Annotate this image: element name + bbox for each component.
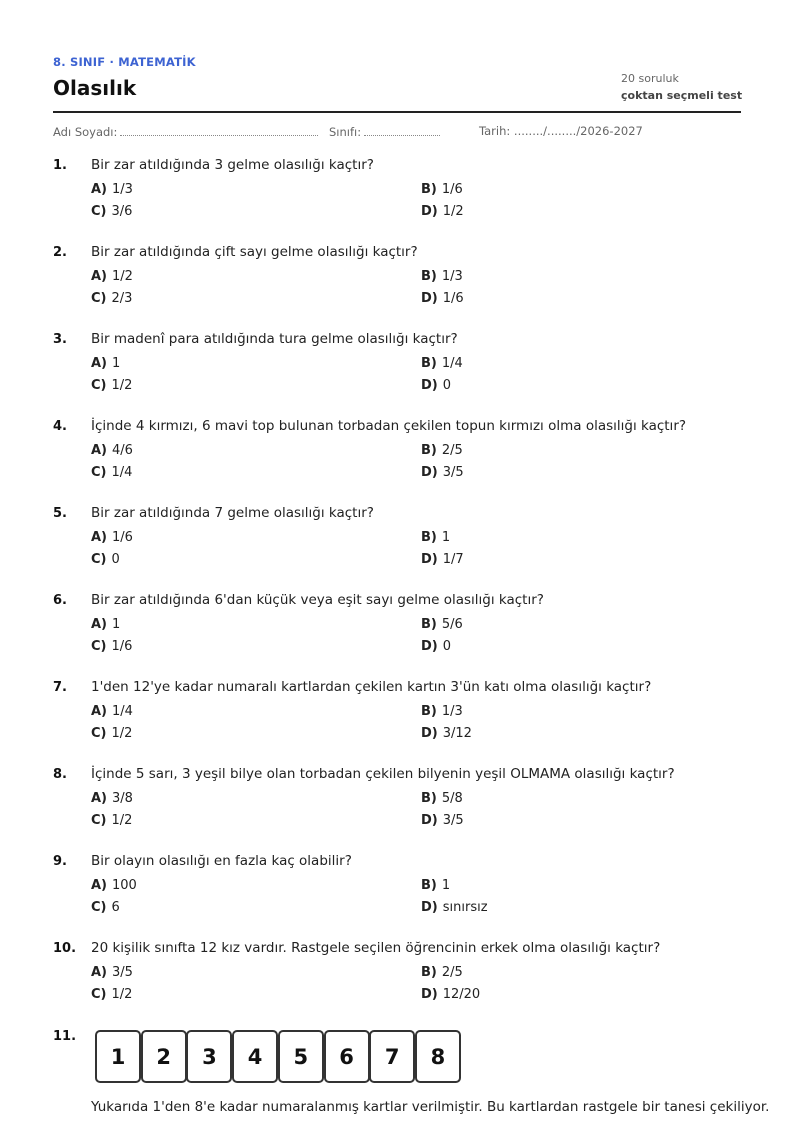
option-c[interactable]	[91, 378, 132, 393]
option-value: 1/6	[112, 530, 133, 545]
option-letter: C)	[91, 378, 107, 393]
option-value: 6	[111, 900, 120, 915]
option-value: 5/6	[441, 617, 463, 632]
option-d[interactable]	[421, 204, 464, 219]
option-letter: A)	[91, 791, 108, 806]
option-value: 3/5	[442, 813, 464, 828]
option-letter: C)	[91, 552, 107, 567]
option-value: 2/5	[441, 443, 463, 458]
option-a[interactable]	[91, 530, 133, 545]
option-letter: A)	[91, 704, 108, 719]
option-b[interactable]	[421, 356, 463, 371]
option-value: 0	[111, 552, 120, 567]
question-8	[53, 766, 741, 853]
option-b[interactable]	[421, 704, 463, 719]
option-d[interactable]	[421, 552, 464, 567]
option-a[interactable]	[91, 356, 120, 371]
option-c[interactable]	[91, 465, 132, 480]
question-2	[53, 244, 741, 331]
option-b[interactable]	[421, 617, 463, 632]
option-letter: D)	[421, 378, 438, 393]
page-title: Olasılık	[53, 76, 137, 100]
question-number: 7.	[53, 680, 67, 695]
option-value: 1/4	[111, 465, 133, 480]
question-text: Yukarıda 1'den 8'e kadar numaralanmış kartlar verilmiştir. Bu kartlardan rastgele bir tanesi çekiliyor.	[91, 1099, 770, 1115]
option-letter: B)	[421, 878, 437, 893]
option-a[interactable]	[91, 878, 137, 893]
option-b[interactable]	[421, 965, 463, 980]
option-a[interactable]	[91, 965, 133, 980]
option-letter: A)	[91, 356, 108, 371]
option-value: 1/3	[441, 704, 463, 719]
option-c[interactable]	[91, 813, 132, 828]
option-letter: C)	[91, 813, 107, 828]
class-label: Sınıfı:	[329, 125, 362, 139]
option-letter: B)	[421, 704, 437, 719]
option-value: 1/6	[111, 639, 133, 654]
option-value: 1	[112, 617, 121, 632]
option-letter: D)	[421, 987, 438, 1002]
option-letter: D)	[421, 813, 438, 828]
option-c[interactable]	[91, 987, 132, 1002]
option-letter: A)	[91, 443, 108, 458]
option-value: 1/2	[111, 378, 133, 393]
number-card: 3	[186, 1030, 232, 1083]
option-letter: D)	[421, 204, 438, 219]
option-letter: D)	[421, 465, 438, 480]
number-card: 5	[278, 1030, 324, 1083]
option-letter: B)	[421, 356, 437, 371]
option-value: 1/4	[112, 704, 133, 719]
number-card: 1	[95, 1030, 141, 1083]
option-value: 1/2	[111, 987, 133, 1002]
question-9	[53, 853, 741, 940]
option-value: 1/6	[441, 182, 463, 197]
option-letter: B)	[421, 617, 437, 632]
question-4	[53, 418, 741, 505]
option-a[interactable]	[91, 443, 133, 458]
option-value: 1/2	[111, 726, 133, 741]
question-text: Bir zar atıldığında 7 gelme olasılığı kaçtır?	[91, 505, 374, 521]
option-value: 1	[112, 356, 121, 371]
option-value: 4/6	[112, 443, 133, 458]
question-text: Bir olayın olasılığı en fazla kaç olabilir?	[91, 853, 352, 869]
option-value: 3/12	[442, 726, 472, 741]
question-text: İçinde 5 sarı, 3 yeşil bilye olan torbadan çekilen bilyenin yeşil OLMAMA olasılığı kaçtır?	[91, 766, 675, 782]
option-d[interactable]	[421, 378, 451, 393]
question-text: Bir zar atıldığında 3 gelme olasılığı kaçtır?	[91, 157, 374, 173]
option-b[interactable]	[421, 791, 463, 806]
question-text: Bir zar atıldığında 6'dan küçük veya eşit sayı gelme olasılığı kaçtır?	[91, 592, 544, 608]
option-b[interactable]	[421, 443, 463, 458]
number-card: 7	[369, 1030, 415, 1083]
option-letter: D)	[421, 639, 438, 654]
question-number: 11.	[53, 1029, 77, 1044]
name-blank[interactable]	[120, 124, 318, 136]
question-text: 20 kişilik sınıfta 12 kız vardır. Rastgele seçilen öğrencinin erkek olma olasılığı kaçtır?	[91, 940, 661, 956]
option-d[interactable]	[421, 900, 488, 915]
option-value: 1/7	[442, 552, 464, 567]
option-value: 1/2	[112, 269, 133, 284]
question-3	[53, 331, 741, 418]
option-d[interactable]	[421, 465, 464, 480]
option-value: 1/3	[112, 182, 133, 197]
option-c[interactable]	[91, 204, 132, 219]
option-a[interactable]	[91, 791, 133, 806]
class-field[interactable]	[329, 124, 440, 139]
option-letter: C)	[91, 900, 107, 915]
class-blank[interactable]	[364, 124, 440, 136]
question-text: Bir madenî para atıldığında tura gelme olasılığı kaçtır?	[91, 331, 458, 347]
option-letter: C)	[91, 987, 107, 1002]
option-a[interactable]	[91, 269, 133, 284]
test-type: çoktan seçmeli test	[621, 89, 743, 102]
option-value: 1/6	[442, 291, 464, 306]
number-card: 4	[232, 1030, 278, 1083]
option-value: 1/2	[111, 813, 133, 828]
question-number: 6.	[53, 593, 67, 608]
option-value: 3/6	[111, 204, 133, 219]
option-value: 5/8	[441, 791, 463, 806]
option-a[interactable]	[91, 617, 120, 632]
option-d[interactable]	[421, 291, 464, 306]
test-meta	[621, 71, 741, 105]
option-letter: B)	[421, 530, 437, 545]
date-value: ......../......../2026-2027	[513, 124, 643, 138]
question-text: 1'den 12'ye kadar numaralı kartlardan çekilen kartın 3'ün katı olma olasılığı kaçtır?	[91, 679, 652, 695]
option-value: sınırsız	[442, 900, 488, 915]
question-number: 5.	[53, 506, 67, 521]
name-label: Adı Soyadı:	[53, 125, 118, 139]
question-text: İçinde 4 kırmızı, 6 mavi top bulunan torbadan çekilen topun kırmızı olma olasılığı kaçtır?	[91, 418, 687, 434]
option-value: 12/20	[442, 987, 481, 1002]
option-value: 3/5	[112, 965, 133, 980]
option-letter: B)	[421, 965, 437, 980]
option-letter: D)	[421, 726, 438, 741]
option-value: 1	[441, 530, 451, 545]
option-c[interactable]	[91, 552, 120, 567]
option-letter: A)	[91, 530, 108, 545]
option-c[interactable]	[91, 900, 120, 915]
option-d[interactable]	[421, 987, 480, 1002]
question-number: 10.	[53, 941, 77, 956]
option-value: 1/3	[441, 269, 463, 284]
option-value: 0	[442, 639, 452, 654]
option-letter: D)	[421, 291, 438, 306]
option-b[interactable]	[421, 182, 463, 197]
number-card: 8	[415, 1030, 461, 1083]
option-letter: A)	[91, 617, 108, 632]
question-number: 3.	[53, 332, 67, 347]
option-letter: D)	[421, 900, 438, 915]
question-number: 2.	[53, 245, 67, 260]
question-count: 20 soruluk	[621, 72, 679, 85]
option-letter: B)	[421, 443, 437, 458]
header-divider	[53, 111, 741, 113]
subject-label: 8. SINIF · MATEMATİK	[53, 55, 196, 69]
number-cards	[95, 1030, 465, 1085]
option-letter: D)	[421, 552, 438, 567]
option-d[interactable]	[421, 813, 464, 828]
number-card: 2	[141, 1030, 187, 1083]
option-value: 2/5	[441, 965, 463, 980]
option-b[interactable]	[421, 530, 450, 545]
date-field[interactable]	[479, 124, 643, 138]
option-value: 1/2	[442, 204, 464, 219]
question-1	[53, 157, 741, 244]
question-5	[53, 505, 741, 592]
option-letter: B)	[421, 791, 437, 806]
option-c[interactable]	[91, 726, 132, 741]
question-10	[53, 940, 741, 1027]
question-number: 4.	[53, 419, 67, 434]
option-letter: C)	[91, 291, 107, 306]
question-number: 9.	[53, 854, 67, 869]
option-value: 2/3	[111, 291, 133, 306]
question-6	[53, 592, 741, 679]
option-b[interactable]	[421, 269, 463, 284]
option-letter: C)	[91, 465, 107, 480]
option-letter: A)	[91, 182, 108, 197]
question-list	[53, 157, 741, 1027]
question-number: 8.	[53, 767, 67, 782]
option-letter: C)	[91, 726, 107, 741]
option-value: 3/8	[112, 791, 133, 806]
option-letter: A)	[91, 878, 108, 893]
student-info-row	[53, 124, 741, 140]
question-number: 1.	[53, 158, 67, 173]
option-letter: C)	[91, 639, 107, 654]
option-letter: A)	[91, 965, 108, 980]
option-d[interactable]	[421, 639, 451, 654]
option-c[interactable]	[91, 291, 132, 306]
option-letter: B)	[421, 269, 437, 284]
option-value: 1/4	[441, 356, 463, 371]
number-card: 6	[324, 1030, 370, 1083]
option-letter: A)	[91, 269, 108, 284]
date-label: Tarih:	[479, 124, 511, 138]
option-value: 1	[441, 878, 451, 893]
option-value: 100	[112, 878, 137, 893]
option-letter: C)	[91, 204, 107, 219]
option-b[interactable]	[421, 878, 450, 893]
option-value: 0	[442, 378, 452, 393]
question-7	[53, 679, 741, 766]
option-value: 3/5	[442, 465, 464, 480]
option-letter: B)	[421, 182, 437, 197]
option-a[interactable]	[91, 704, 133, 719]
name-field[interactable]	[53, 124, 318, 139]
option-c[interactable]	[91, 639, 132, 654]
option-d[interactable]	[421, 726, 472, 741]
option-a[interactable]	[91, 182, 133, 197]
question-text: Bir zar atıldığında çift sayı gelme olasılığı kaçtır?	[91, 244, 418, 260]
